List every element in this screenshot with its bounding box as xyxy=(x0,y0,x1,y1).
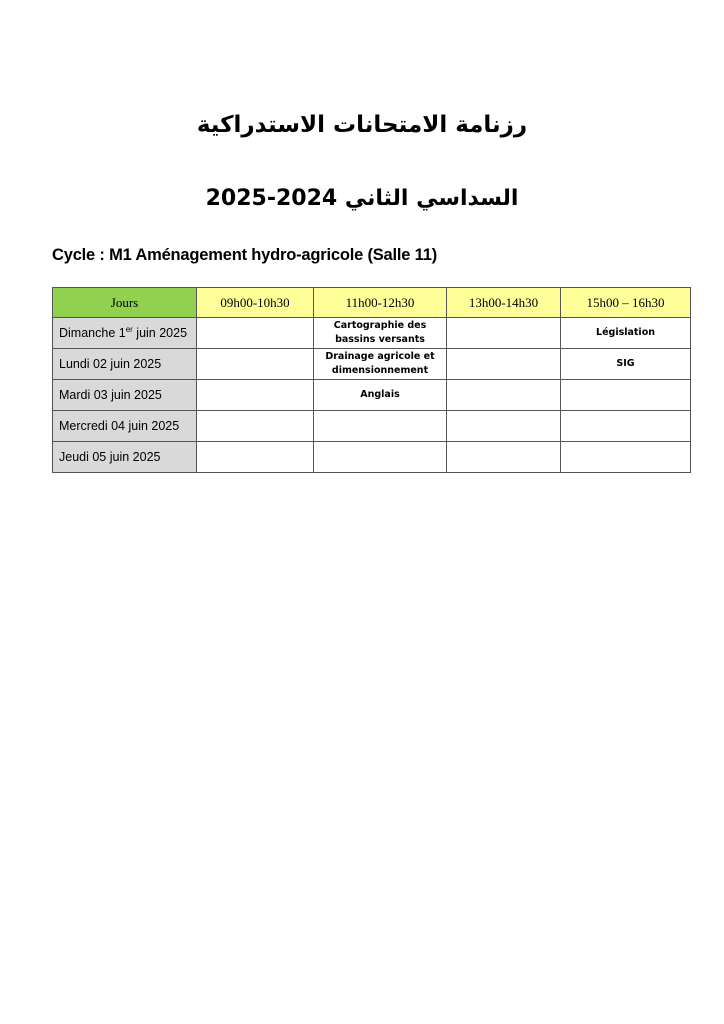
exam-cell xyxy=(314,411,447,442)
exam-cell: Législation xyxy=(561,318,691,349)
table-row xyxy=(53,411,691,442)
exam-cell xyxy=(314,442,447,473)
exam-cell xyxy=(197,318,314,349)
exam-cell xyxy=(447,349,561,380)
exam-cell xyxy=(447,318,561,349)
column-header-slot-2: 11h00-12h30 xyxy=(314,288,447,318)
column-header-slot-4: 15h00 – 16h30 xyxy=(561,288,691,318)
exam-schedule-table xyxy=(52,287,691,473)
exam-cell xyxy=(561,442,691,473)
exam-cell xyxy=(197,411,314,442)
exam-cell xyxy=(447,380,561,411)
column-header-slot-3: 13h00-14h30 xyxy=(447,288,561,318)
day-cell: Jeudi 05 juin 2025 xyxy=(53,442,197,473)
table-row xyxy=(53,318,691,349)
day-cell xyxy=(53,318,197,349)
exam-cell: Cartographie des bassins versants xyxy=(314,318,447,349)
exam-cell xyxy=(561,411,691,442)
page-title: رزنامة الامتحانات الاستدراكية xyxy=(196,112,528,138)
exam-cell xyxy=(197,380,314,411)
day-label: Dimanche 1 xyxy=(59,326,126,341)
cycle-label: Cycle : M1 Aménagement hydro-agricole (Salle 11) xyxy=(52,246,437,264)
table-row xyxy=(53,442,691,473)
exam-cell xyxy=(197,349,314,380)
column-header-slot-1: 09h00-10h30 xyxy=(197,288,314,318)
semester-subtitle: السداسي الثاني 2024-2025 xyxy=(205,186,519,211)
day-cell: Lundi 02 juin 2025 xyxy=(53,349,197,380)
exam-cell xyxy=(447,411,561,442)
exam-cell xyxy=(197,442,314,473)
table-header-row xyxy=(53,288,691,318)
table-row xyxy=(53,380,691,411)
day-label-rest: juin 2025 xyxy=(132,326,188,341)
table-row xyxy=(53,349,691,380)
exam-cell: Anglais xyxy=(314,380,447,411)
column-header-jours: Jours xyxy=(53,288,197,318)
day-cell: Mercredi 04 juin 2025 xyxy=(53,411,197,442)
exam-cell xyxy=(447,442,561,473)
exam-cell: Drainage agricole et dimensionnement xyxy=(314,349,447,380)
day-ordinal-suffix: er xyxy=(125,325,133,335)
day-cell: Mardi 03 juin 2025 xyxy=(53,380,197,411)
exam-cell: SIG xyxy=(561,349,691,380)
exam-cell xyxy=(561,380,691,411)
